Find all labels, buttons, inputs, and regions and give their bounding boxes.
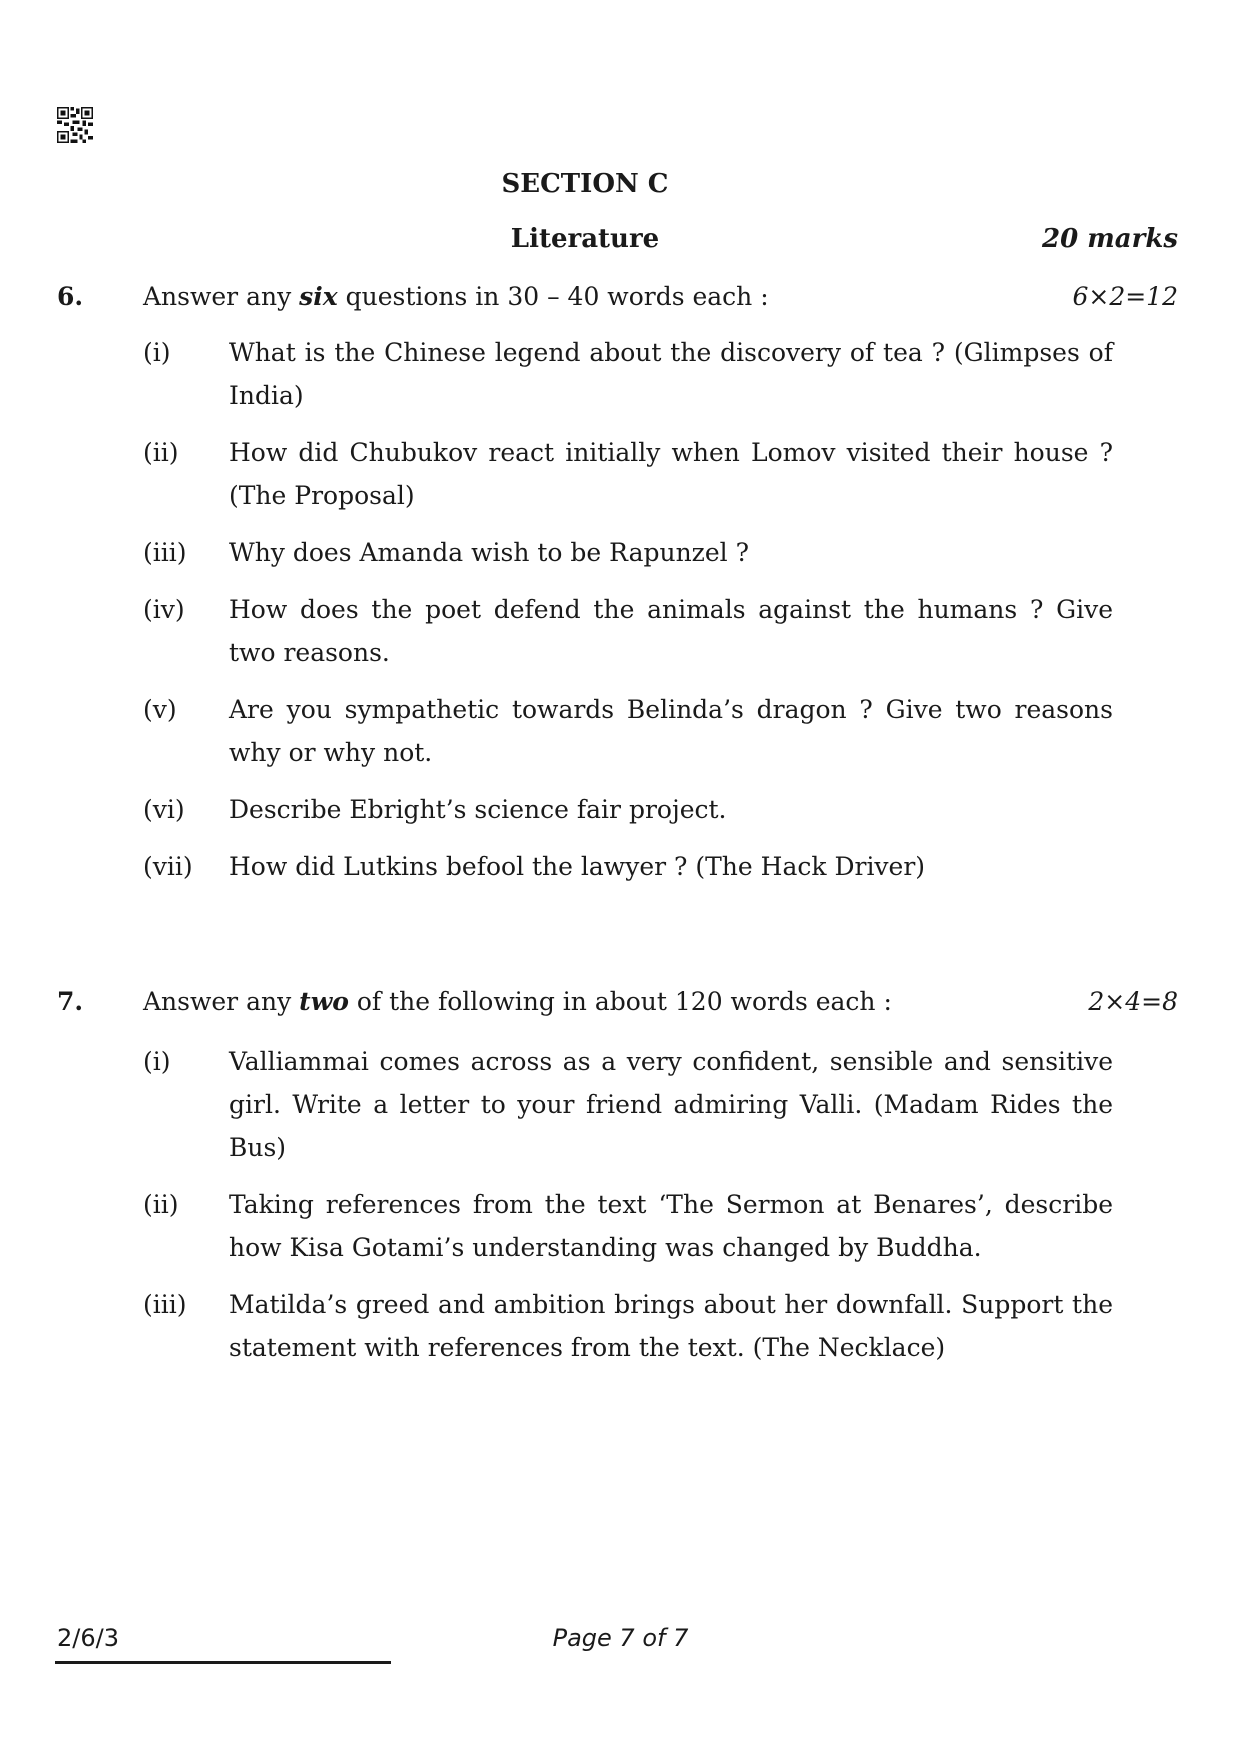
q7-item-text: Valliammai comes across as a very confident, sensible and sensitive girl. Write a letter to your friend admiring Valli. (Madam Rides the Bus)	[229, 1047, 1113, 1162]
q6-item-number: (vi)	[143, 795, 185, 824]
q6-item-text: Describe Ebright’s science fair project.	[229, 795, 727, 824]
question-7-prefix: Answer any	[143, 987, 300, 1016]
question-6-number: 6.	[57, 282, 84, 311]
footer-rule	[55, 1661, 391, 1664]
q6-item-number: (ii)	[143, 438, 179, 467]
question-7-marks: 2×4=8	[1088, 987, 1178, 1016]
q6-item-text: What is the Chinese legend about the discovery of tea ? (Glimpses of India)	[229, 338, 1113, 410]
question-7-instruction	[143, 985, 892, 1019]
q6-item-number: (iv)	[143, 595, 185, 624]
question-7-emphasis: two	[299, 987, 349, 1016]
question-6-emphasis: six	[299, 282, 338, 311]
q7-item-text: Matilda’s greed and ambition brings about her downfall. Support the statement with references from the text. (The Necklace)	[229, 1290, 1113, 1362]
q7-item-number: (i)	[143, 1047, 171, 1076]
question-6-marks: 6×2=12	[1072, 282, 1178, 311]
q6-item-text: How does the poet defend the animals against the humans ? Give two reasons.	[229, 595, 1113, 667]
q6-item-number: (i)	[143, 338, 171, 367]
q7-item-number: (iii)	[143, 1290, 187, 1319]
question-6-prefix: Answer any	[143, 282, 300, 311]
q7-item-number: (ii)	[143, 1190, 179, 1219]
question-7-number: 7.	[57, 987, 84, 1016]
paper-code: 2/6/3	[57, 1624, 119, 1652]
subject-title: Literature	[510, 224, 660, 254]
section-marks: 20 marks	[1042, 224, 1178, 254]
q6-item-number: (vii)	[143, 852, 193, 881]
q6-item-number: (v)	[143, 695, 177, 724]
q7-item-text: Taking references from the text ‘The Sermon at Benares’, describe how Kisa Gotami’s understanding was changed by Buddha.	[229, 1190, 1113, 1262]
question-6-instruction	[143, 280, 769, 314]
question-6-suffix: questions in 30 – 40 words each :	[337, 282, 769, 311]
q6-item-text: Are you sympathetic towards Belinda’s dragon ? Give two reasons why or why not.	[229, 695, 1113, 767]
q6-item-text: How did Lutkins befool the lawyer ? (The Hack Driver)	[229, 852, 926, 881]
q6-item-text: Why does Amanda wish to be Rapunzel ?	[229, 538, 749, 567]
section-title: SECTION C	[501, 169, 669, 199]
q6-item-number: (iii)	[143, 538, 187, 567]
qr-code-icon	[57, 107, 93, 143]
page-number: Page 7 of 7	[552, 1624, 689, 1652]
q6-item-text: How did Chubukov react initially when Lomov visited their house ? (The Proposal)	[229, 438, 1113, 510]
question-7-suffix: of the following in about 120 words each :	[348, 987, 892, 1016]
